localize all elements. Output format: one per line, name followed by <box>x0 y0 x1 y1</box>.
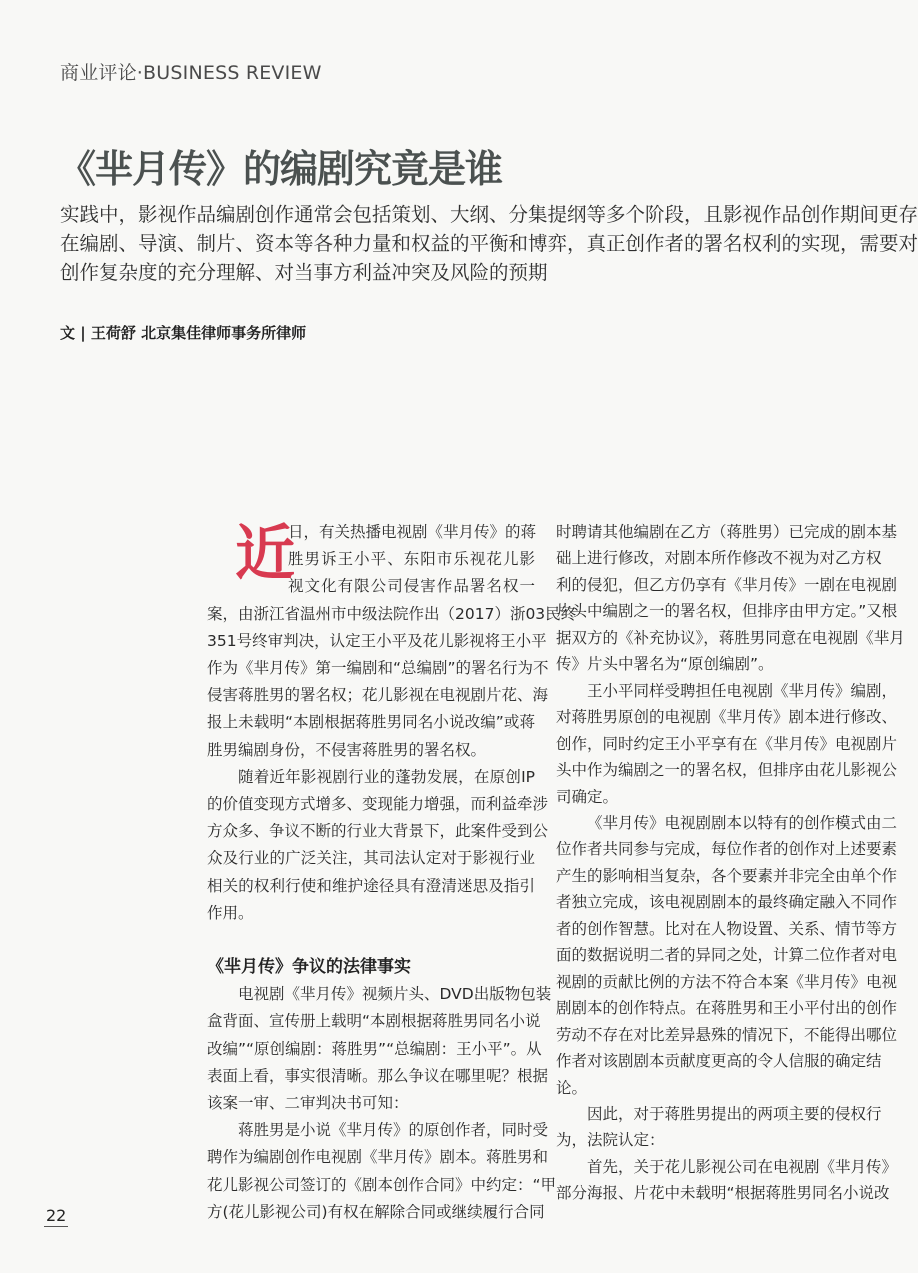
article-title: 《芈月传》的编剧究竟是谁 <box>58 147 503 191</box>
text-line: 作用。 <box>207 903 254 922</box>
text-line: 产生的影响相当复杂，各个要素并非完全由单个作 <box>556 866 898 885</box>
text-line: 侵害蒋胜男的署名权；花儿影视在电视剧片花、海 <box>207 686 549 705</box>
text-line: 聘作为编剧创作电视剧《芈月传》剧本。蒋胜男和 <box>207 1148 549 1167</box>
paragraph <box>556 1101 882 1154</box>
text-line: 首先，关于花儿影视公司在电视剧《芈月传》 <box>587 1157 898 1176</box>
text-line: 王小平同样受聘担任电视剧《芈月传》编剧， <box>587 681 898 700</box>
text-line: 351号终审判决，认定王小平及花儿影视将王小平 <box>207 631 547 650</box>
subtitle-line: 在编剧、导演、制片、资本等各种力量和权益的平衡和博弈，真正创作者的署名权利的实现，需要对 <box>60 232 918 255</box>
byline: 文 | 王荷舒 北京集佳律师事务所律师 <box>60 324 307 342</box>
text-line: 论。 <box>556 1078 588 1097</box>
paragraph <box>556 810 898 1101</box>
text-line: 胜男诉王小平、东阳市乐视花儿影 <box>288 550 535 569</box>
text-line: 方众多、争议不断的行业大背景下，此案件受到公 <box>207 822 549 841</box>
subtitle-line: 创作复杂度的充分理解、对当事方利益冲突及风险的预期 <box>60 261 548 284</box>
page-number: 22 <box>46 1206 67 1225</box>
text-line: 蒋胜男是小说《芈月传》的原创作者，同时受 <box>238 1121 549 1140</box>
section-heading <box>207 954 535 981</box>
text-line: 改编”“原创编剧：蒋胜男”“总编剧：王小平”。从 <box>207 1039 542 1058</box>
paragraph <box>207 981 552 1117</box>
text-line: 报上未载明“本剧根据蒋胜男同名小说改编”或蒋 <box>207 713 535 732</box>
text-line: 司确定。 <box>556 787 619 806</box>
text-line: 作为《芈月传》第一编剧和“总编剧”的署名行为不 <box>207 659 549 678</box>
text-line: 案，由浙江省温州市中级法院作出（2017）浙03民终 <box>207 604 577 623</box>
text-line: 花儿影视公司签订的《剧本创作合同》中约定：“甲 <box>207 1175 557 1194</box>
text-line: 位作者共同参与完成，每位作者的创作对上述要素 <box>556 840 898 859</box>
text-line: 表面上看，事实很清晰。那么争议在哪里呢？根据 <box>207 1066 549 1085</box>
text-line: 该案一审、二审判决书可知： <box>207 1094 409 1113</box>
text-line: 《芈月传》电视剧剧本以特有的创作模式由二 <box>587 813 898 832</box>
paragraph <box>556 678 898 810</box>
paragraph <box>556 1154 898 1207</box>
paragraph <box>556 519 905 678</box>
text-line: 片头中编剧之一的署名权，但排序由甲方定。”又根 <box>556 602 898 621</box>
article-subtitle <box>60 200 918 287</box>
paragraph <box>207 1117 557 1226</box>
text-line: 创作，同时约定王小平享有在《芈月传》电视剧片 <box>556 734 898 753</box>
text-line: 因此，对于蒋胜男提出的两项主要的侵权行 <box>587 1104 882 1123</box>
text-line: 剧剧本的创作特点。在蒋胜男和王小平付出的创作 <box>556 999 898 1018</box>
text-line: 者的创作智慧。比对在人物设置、关系、情节等方 <box>556 919 898 938</box>
text-line: 相关的权利行使和维护途径具有澄清迷思及指引 <box>207 876 535 895</box>
text-line: 利的侵犯，但乙方仍享有《芈月传》一剧在电视剧 <box>556 575 898 594</box>
left-column <box>207 519 577 1226</box>
right-column <box>556 519 905 1207</box>
text-line: 面的数据说明二者的异同之处，计算二位作者对电 <box>556 946 898 965</box>
text-line: 础上进行修改，对剧本所作修改不视为对乙方权 <box>556 549 882 568</box>
text-line: 对蒋胜男原创的电视剧《芈月传》剧本进行修改、 <box>556 708 898 727</box>
text-line: 《芈月传》争议的法律事实 <box>207 957 411 978</box>
text-line: 视剧的贡献比例的方法不符合本案《芈月传》电视 <box>556 972 898 991</box>
text-line: 盒背面、宣传册上载明“本剧根据蒋胜男同名小说 <box>207 1012 541 1031</box>
text-line: 众及行业的广泛关注，其司法认定对于影视行业 <box>207 849 535 868</box>
text-line: 部分海报、片花中未载明“根据蒋胜男同名小说改 <box>556 1184 890 1203</box>
text-line: 头中作为编剧之一的署名权，但排序由花儿影视公 <box>556 761 898 780</box>
paragraph <box>207 764 549 927</box>
text-line: 时聘请其他编剧在乙方（蒋胜男）已完成的剧本基 <box>556 523 898 541</box>
subtitle-line: 实践中，影视作品编剧创作通常会包括策划、大纲、分集提纲等多个阶段，且影视作品创作期间更存 <box>60 203 918 226</box>
text-line: 劳动不存在对比差异悬殊的情况下，不能得出哪位 <box>556 1025 898 1044</box>
text-line: 视文化有限公司侵害作品署名权一 <box>288 577 535 596</box>
text-line: 电视剧《芈月传》视频片头、DVD出版物包装 <box>238 985 552 1004</box>
text-line: 作者对该剧剧本贡献度更高的令人信服的确定结 <box>556 1052 882 1071</box>
dropcap: 近 <box>235 519 295 589</box>
text-line: 者独立完成，该电视剧剧本的最终确定融入不同作 <box>556 893 898 912</box>
text-line: 日，有关热播电视剧《芈月传》的蒋 <box>288 523 537 541</box>
text-line: 的价值变现方式增多、变现能力增强，而利益牵涉 <box>207 795 549 814</box>
text-line: 为，法院认定： <box>556 1131 665 1150</box>
text-line: 方(花儿影视公司)有权在解除合同或继续履行合同 <box>207 1202 545 1221</box>
text-line: 传》片头中署名为“原创编剧”。 <box>556 655 774 674</box>
text-line: 据双方的《补充协议》，蒋胜男同意在电视剧《芈月 <box>556 628 905 647</box>
section-header: 商业评论·BUSINESS REVIEW <box>60 62 322 84</box>
text-line: 随着近年影视剧行业的蓬勃发展，在原创IP <box>238 767 535 786</box>
text-line: 胜男编剧身份，不侵害蒋胜男的署名权。 <box>207 740 487 759</box>
